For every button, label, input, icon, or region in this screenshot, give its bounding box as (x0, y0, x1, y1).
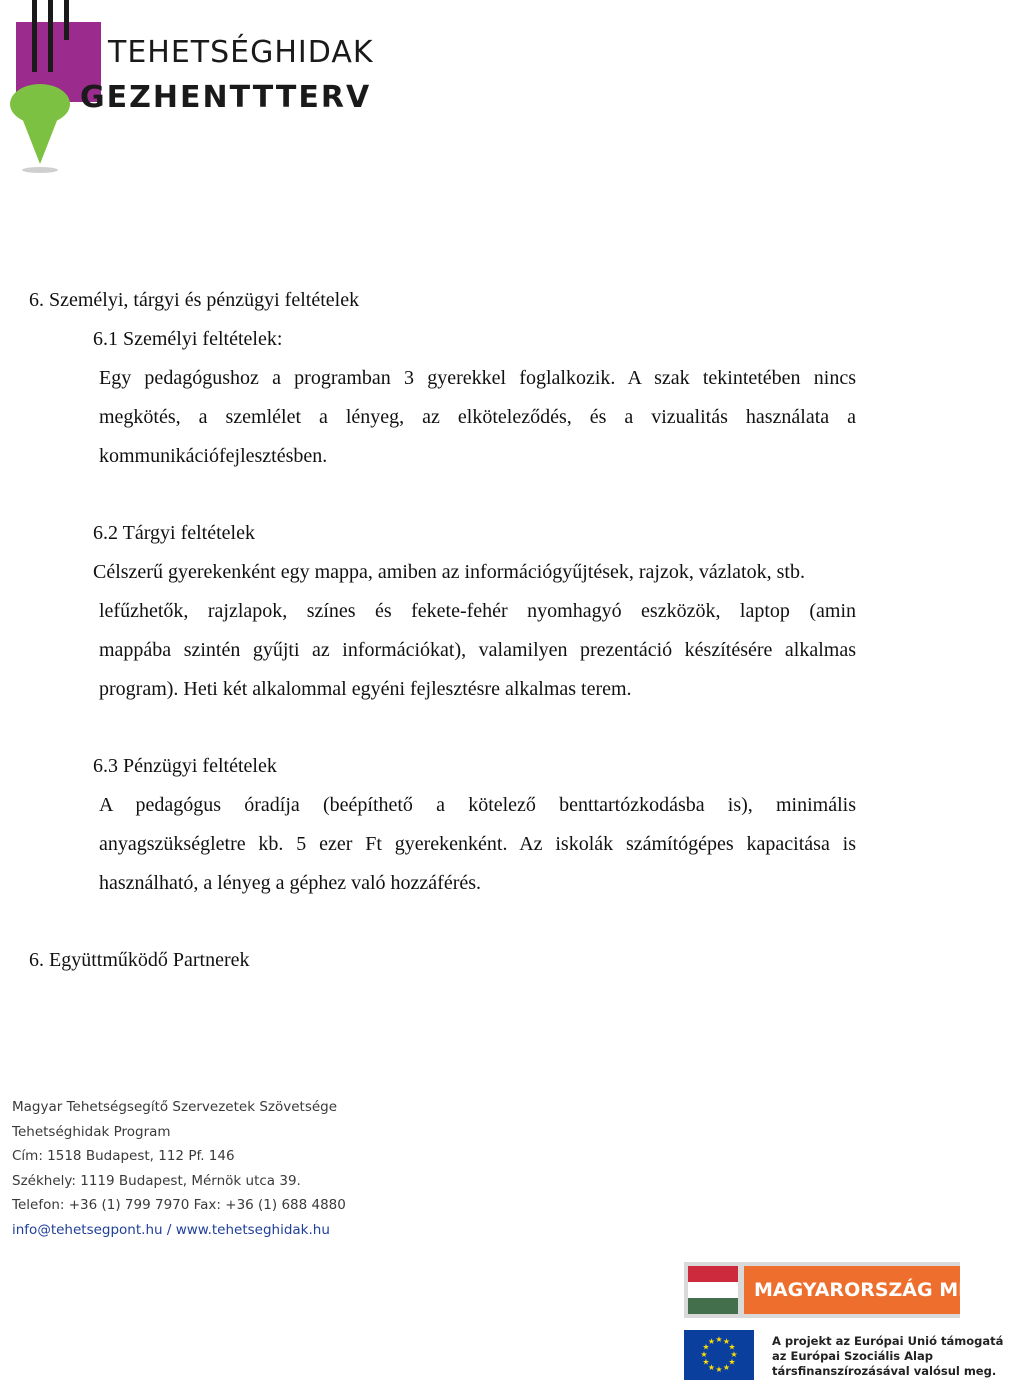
postal-address: Cím: 1518 Budapest, 112 Pf. 146 (12, 1148, 235, 1165)
program-logo (8, 80, 372, 174)
program-logo-text: GEZHENTTTERV (80, 80, 372, 115)
svg-text:★: ★ (715, 1335, 723, 1344)
svg-text:★: ★ (722, 1363, 731, 1372)
logo-bar (64, 0, 69, 40)
eu-text-line: A projekt az Európai Unió támogatá (772, 1334, 1004, 1348)
svg-text:★: ★ (730, 1350, 738, 1359)
svg-text:★: ★ (722, 1337, 731, 1346)
program-name: Tehetséghidak Program (12, 1123, 171, 1140)
eu-flag-icon (684, 1330, 754, 1380)
banner-text: MAGYARORSZÁG MEGÚJU (744, 1266, 960, 1314)
paragraph-line: megkötés, a szemlélet a lényeg, az elköteleződés, és a vizualitás használata a (99, 406, 856, 428)
paragraph-line: használható, a lényeg a géphez való hozzáférés. (99, 872, 482, 894)
svg-text:★: ★ (702, 1342, 710, 1352)
magyarorszag-megujul-banner (684, 1262, 1025, 1318)
subsection-heading: 6.1 Személyi feltételek: (93, 328, 283, 350)
phone-fax: Telefon: +36 (1) 799 7970 Fax: +36 (1) 688 4880 (12, 1197, 346, 1214)
eu-funding-text (772, 1334, 1003, 1379)
hungarian-flag-icon (688, 1266, 738, 1314)
svg-text:★: ★ (707, 1337, 716, 1346)
paragraph-line: Célszerű gyerekenként egy mappa, amiben az információgyűjtések, rajzok, vázlatok, stb. (93, 561, 805, 583)
paragraph-line: kommunikációfejlesztésben. (99, 445, 328, 467)
paragraph-line: Egy pedagógushoz a programban 3 gyerekkel foglalkozik. A szak tekintetében nincs (99, 367, 856, 389)
logo-bar (32, 0, 37, 72)
section-heading: 6. Személyi, tárgyi és pénzügyi feltételek (29, 289, 360, 311)
email-web-links[interactable]: info@tehetsegpont.hu / www.tehetseghidak.hu (12, 1221, 330, 1238)
svg-text:★: ★ (707, 1363, 716, 1372)
section-heading: 6. Együttműködő Partnerek (29, 949, 250, 971)
paragraph-line: program). Heti két alkalommal egyéni fejlesztésre alkalmas terem. (99, 678, 632, 700)
subsection-heading: 6.3 Pénzügyi feltételek (93, 755, 277, 777)
green-leaf-icon (8, 98, 78, 174)
eu-text-line: társfinanszírozásával valósul meg. (772, 1364, 997, 1378)
paragraph-line: A pedagógus óradíja (beépíthető a kötelező benttartózkodásba is), minimális (99, 794, 856, 816)
logo-text: TEHETSÉGHIDAK (108, 35, 374, 70)
svg-text:★: ★ (728, 1357, 736, 1367)
logo-bar (48, 0, 53, 72)
paragraph-line: mappába szintén gyűjti az információkat), valamilyen prezentáció készítésére alkalmas (99, 639, 856, 661)
footer-contact (12, 1095, 346, 1243)
svg-text:★: ★ (702, 1357, 710, 1367)
paragraph-line: lefűzhetők, rajzlapok, színes és fekete-fehér nyomhagyó eszközök, laptop (amin (99, 600, 856, 622)
organization-name: Magyar Tehetségsegítő Szervezetek Szövetsége (12, 1099, 338, 1115)
eu-text-line: az Európai Szociális Alap (772, 1349, 933, 1363)
svg-text:★: ★ (715, 1365, 723, 1374)
svg-text:★: ★ (728, 1342, 736, 1352)
headquarters-address: Székhely: 1119 Budapest, Mérnök utca 39. (12, 1172, 301, 1189)
subsection-heading: 6.2 Tárgyi feltételek (93, 522, 255, 544)
paragraph-line: anyagszükségletre kb. 5 ezer Ft gyerekenként. Az iskolák számítógépes kapacitása is (99, 833, 856, 855)
svg-text:★: ★ (700, 1350, 708, 1359)
